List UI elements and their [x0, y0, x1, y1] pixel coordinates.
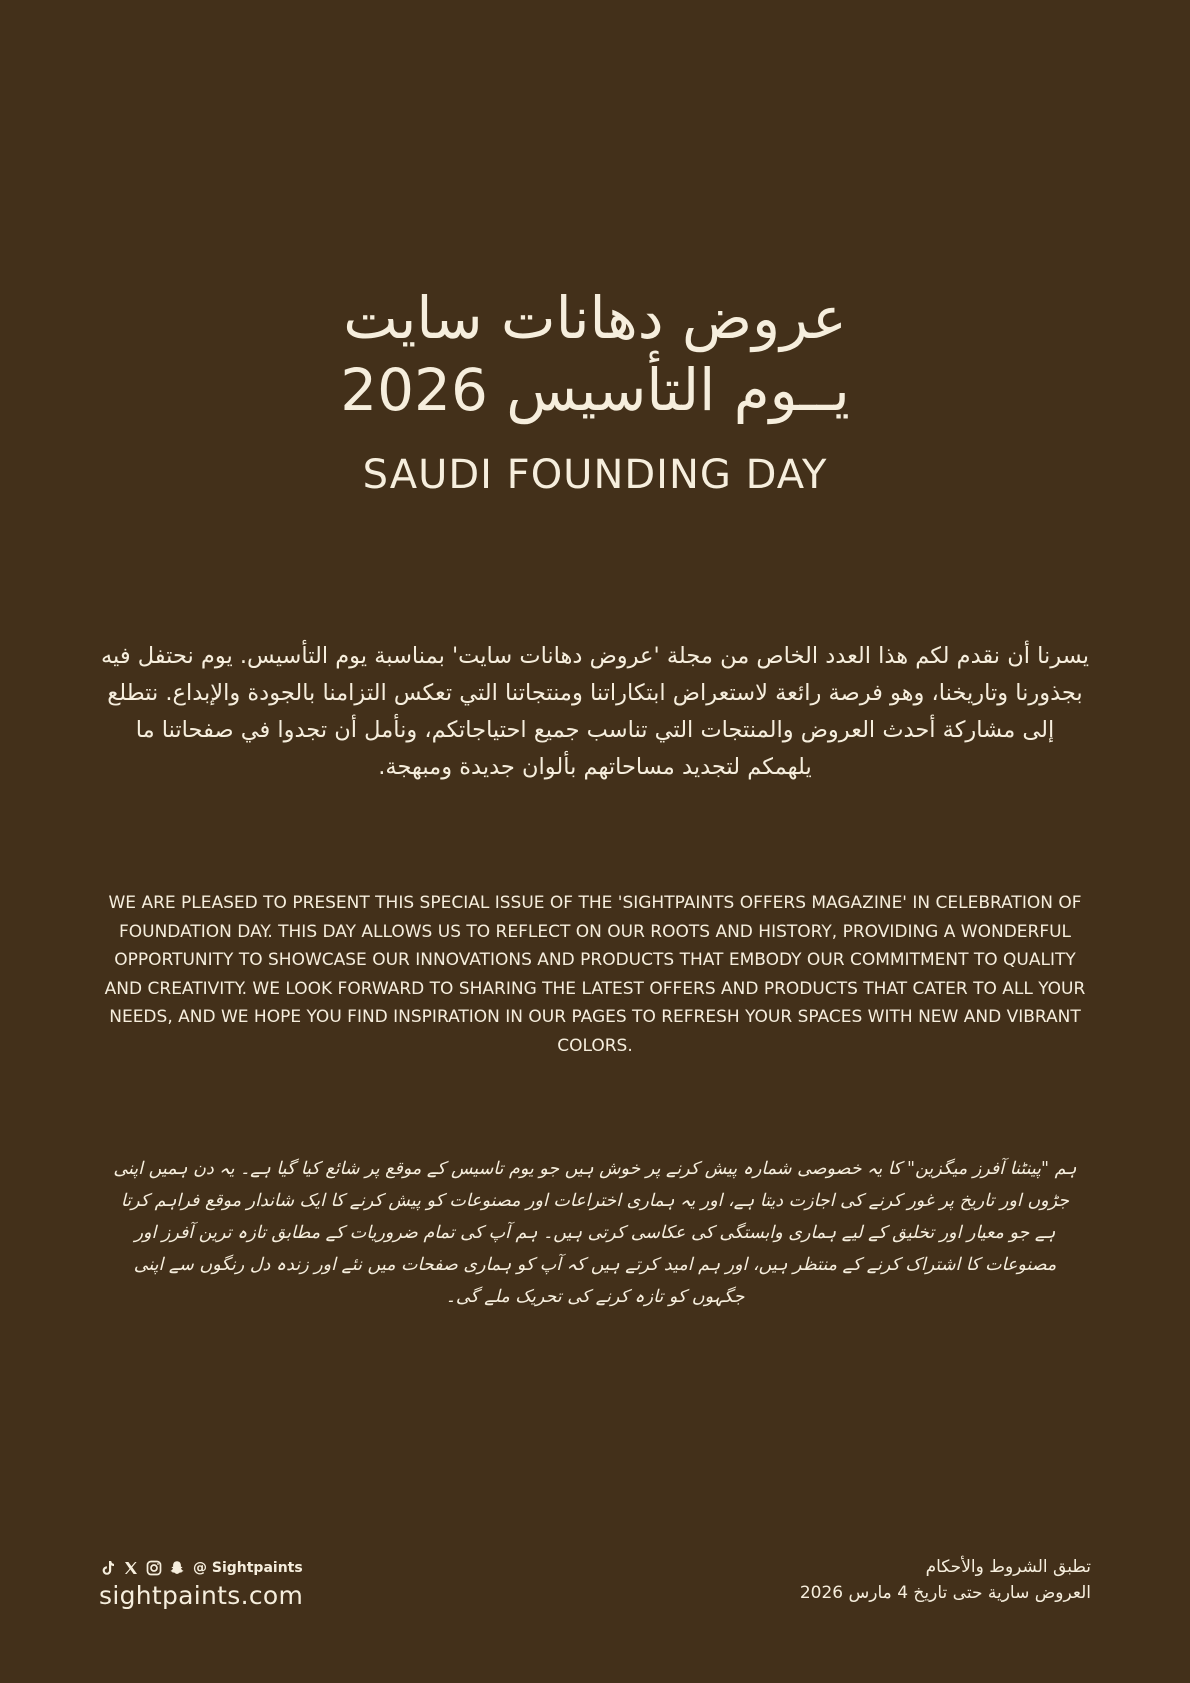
website-link[interactable]: sightpaints.com: [99, 1581, 304, 1610]
arabic-intro-paragraph: يسرنا أن نقدم لكم هذا العدد الخاص من مجلة 'عروض دهانات سايت' بمناسبة يوم التأسيس. يوم نحتفل فيه بجذورنا وتاريخنا، وهو فرصة رائعة لاستعراض ابتكاراتنا ومنتجاتنا التي تعكس التزامنا بالجودة والإبداع. نتطلع إلى مشاركة أحدث العروض والمنتجات التي تناسب جميع احتياجاتكم، ونأمل أن تجدوا في صفحاتنا ما يلهمكم لتجديد مساحاتهم بألوان جديدة ومبهجة.: [100, 643, 1089, 780]
arabic-title: [0, 282, 1190, 426]
social-row: [99, 1556, 459, 1580]
footer-social: [99, 1556, 459, 1610]
tiktok-icon[interactable]: [99, 1560, 116, 1577]
x-icon[interactable]: [122, 1560, 139, 1577]
urdu-intro-paragraph: ہم "پینٹنا آفرز میگزین" کا یہ خصوصی شمارہ پیش کرنے پر خوش ہیں جو یوم تاسیس کے موقع پر شائع کیا گیا ہے۔ یہ دن ہمیں اپنی جڑوں اور تاریخ پر غور کرنے کی اجازت دیتا ہے، اور یہ ہماری اختراعات اور مصنوعات کو پیش کرنے کا ایک شاندار موقع فراہم کرتا ہے جو معیار اور تخلیق کے لیے ہماری وابستگی کی عکاسی کرتی ہیں۔ ہم آپ کی تمام ضروریات کے مطابق تازہ ترین آفرز اور مصنوعات کا اشتراک کرنے کے منتظر ہیں، اور ہم امید کرتے ہیں کہ آپ کو ہماری صفحات میں نئے اور زندہ دل رنگوں سے اپنی جگہوں کو تازہ کرنے کی تحریک ملے گی۔: [113, 1159, 1077, 1307]
instagram-icon[interactable]: [145, 1560, 162, 1577]
validity-notice: العروض سارية حتى تاريخ 4 مارس 2026: [799, 1583, 1091, 1603]
english-intro-paragraph: WE ARE PLEASED TO PRESENT THIS SPECIAL ISSUE OF THE 'SIGHTPAINTS OFFERS MAGAZINE' IN CELEBRATION OF FOUNDATION DAY. THIS DAY ALLOWS US TO REFLECT ON OUR ROOTS AND HISTORY, PROVIDING A WONDERFUL OPPORTUNITY TO SHOWCASE OUR INNOVATIONS AND PRODUCTS THAT EMBODY OUR COMMITMENT TO QUALITY AND CREATIVITY. WE LOOK FORWARD TO SHARING THE LATEST OFFERS AND PRODUCTS THAT CATER TO ALL YOUR NEEDS, AND WE HOPE YOU FIND INSPIRATION IN OUR PAGES TO REFRESH YOUR SPACES WITH NEW AND VIBRANT COLORS.: [104, 893, 1086, 1056]
arabic-title-line-1: عروض دهانات سايت: [343, 284, 847, 352]
social-handle[interactable]: @ Sightpaints: [193, 1560, 303, 1576]
english-title: SAUDI FOUNDING DAY: [362, 452, 828, 498]
arabic-title-line-2: يــوم التأسيس 2026: [340, 356, 850, 424]
snapchat-icon[interactable]: [168, 1560, 185, 1577]
footer-terms: [671, 1554, 1091, 1606]
terms-notice: تطبق الشروط والأحكام: [925, 1557, 1091, 1577]
